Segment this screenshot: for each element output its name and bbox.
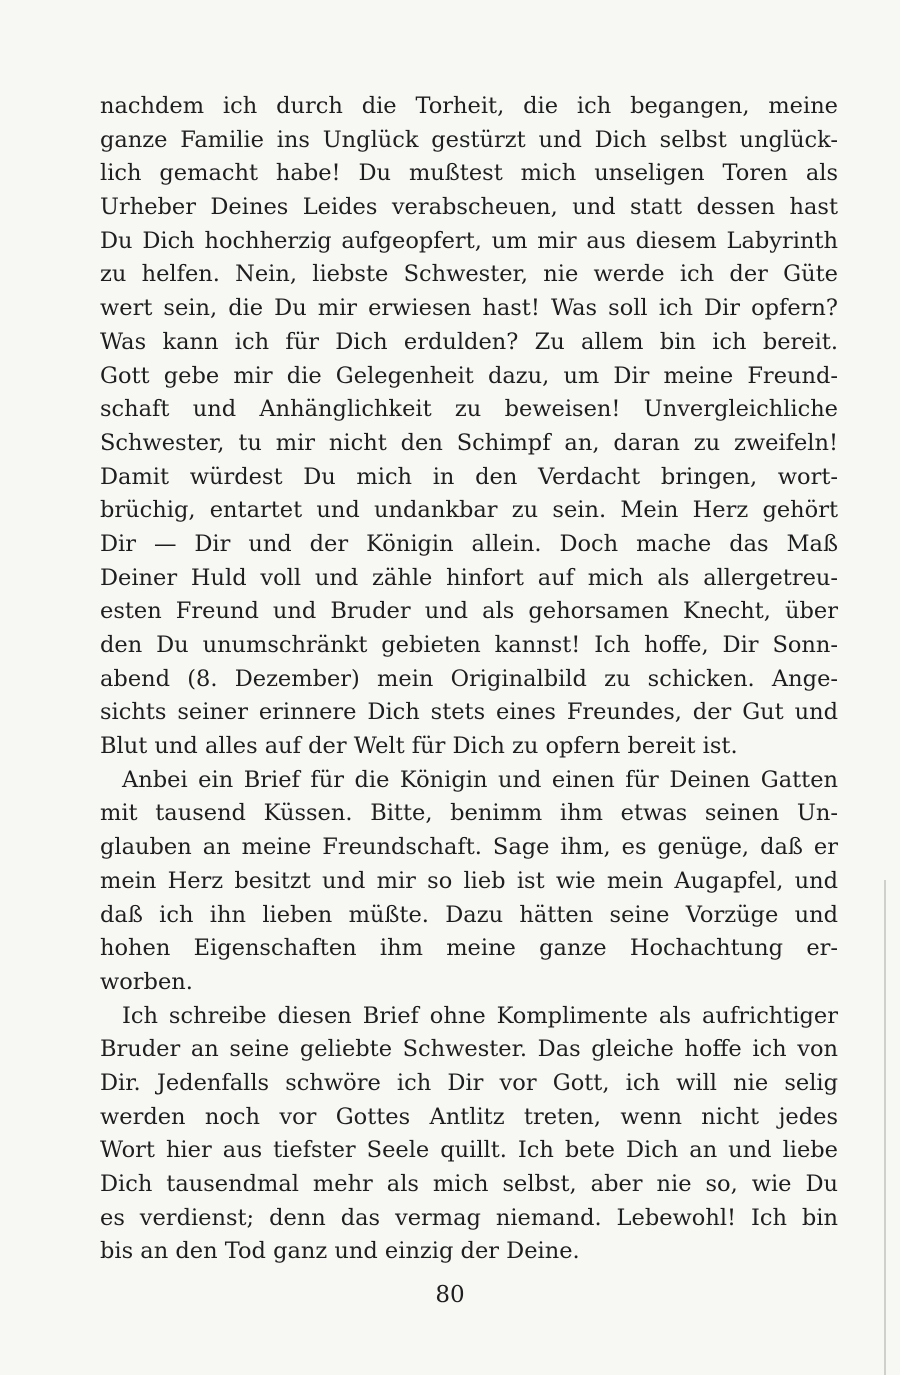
text-line: mein Herz besitzt und mir so lieb ist wie mein Augapfel, und [100, 867, 838, 894]
text-line: Wort hier aus tiefster Seele quillt. Ich bete Dich an und liebe [100, 1137, 838, 1164]
text-line: Urheber Deines Leides verabscheuen, und statt dessen hast [100, 194, 838, 221]
text-line: Dir — Dir und der Königin allein. Doch mache das Maß [100, 530, 838, 557]
text-line: Schwester, tu mir nicht den Schimpf an, daran zu zweifeln! [100, 429, 838, 456]
text-line: schaft und Anhänglichkeit zu beweisen! Unvergleichliche [100, 396, 838, 423]
text-line: Damit würdest Du mich in den Verdacht bringen, wort- [100, 463, 838, 490]
text-line: bis an den Tod ganz und einzig der Deine. [100, 1238, 580, 1265]
text-line: ganze Familie ins Unglück gestürzt und Dich selbst unglück- [100, 126, 838, 153]
text-line: esten Freund und Bruder und als gehorsamen Knecht, über [100, 598, 838, 625]
text-line: werden noch vor Gottes Antlitz treten, wenn nicht jedes [100, 1103, 838, 1130]
text-line: Dich tausendmal mehr als mich selbst, aber nie so, wie Du [100, 1171, 838, 1197]
text-line: Dir. Jedenfalls schwöre ich Dir vor Gott, ich will nie selig [100, 1069, 838, 1096]
text-line: Bruder an seine geliebte Schwester. Das gleiche hoffe ich von [100, 1036, 838, 1063]
text-line: Deiner Huld voll und zähle hinfort auf mich als allergetreu- [100, 564, 838, 591]
text-line: es verdienst; denn das vermag niemand. Lebewohl! Ich bin [100, 1204, 838, 1231]
text-line: wert sein, die Du mir erwiesen hast! Was soll ich Dir opfern? [100, 295, 838, 322]
page-number: 80 [435, 1282, 465, 1308]
text-line: lich gemacht habe! Du mußtest mich unseligen Toren als [100, 160, 838, 187]
text-line: Was kann ich für Dich erdulden? Zu allem bin ich bereit. [100, 328, 838, 355]
text-line: daß ich ihn lieben müßte. Dazu hätten seine Vorzüge und [100, 901, 838, 928]
text-line: sichts seiner erinnere Dich stets eines Freundes, der Gut und [100, 699, 838, 726]
text-line: brüchig, entartet und undankbar zu sein. Mein Herz gehört [100, 497, 838, 524]
body-text [100, 90, 838, 1269]
text-line: mit tausend Küssen. Bitte, benimm ihm etwas seinen Un- [100, 800, 838, 827]
text-line: Du Dich hochherzig aufgeopfert, um mir aus diesem Labyrinth [100, 227, 838, 254]
text-line: zu helfen. Nein, liebste Schwester, nie werde ich der Güte [100, 261, 838, 288]
text-line: den Du unumschränkt gebieten kannst! Ich hoffe, Dir Sonn- [100, 632, 838, 658]
text-line: worben. [100, 968, 193, 995]
text-line: Ich schreibe diesen Brief ohne Komplimente als aufrichtiger [122, 1002, 838, 1029]
text-line: glauben an meine Freundschaft. Sage ihm, es genüge, daß er [100, 834, 838, 861]
text-line: Gott gebe mir die Gelegenheit dazu, um Dir meine Freund- [100, 362, 838, 389]
text-line: nachdem ich durch die Torheit, die ich begangen, meine [100, 93, 838, 119]
text-line: Anbei ein Brief für die Königin und einen für Deinen Gatten [122, 766, 838, 793]
text-line: abend (8. Dezember) mein Originalbild zu schicken. Ange- [100, 665, 838, 692]
text-line: hohen Eigenschaften ihm meine ganze Hochachtung er- [100, 935, 838, 962]
text-line: Blut und alles auf der Welt für Dich zu opfern bereit ist. [100, 733, 738, 760]
